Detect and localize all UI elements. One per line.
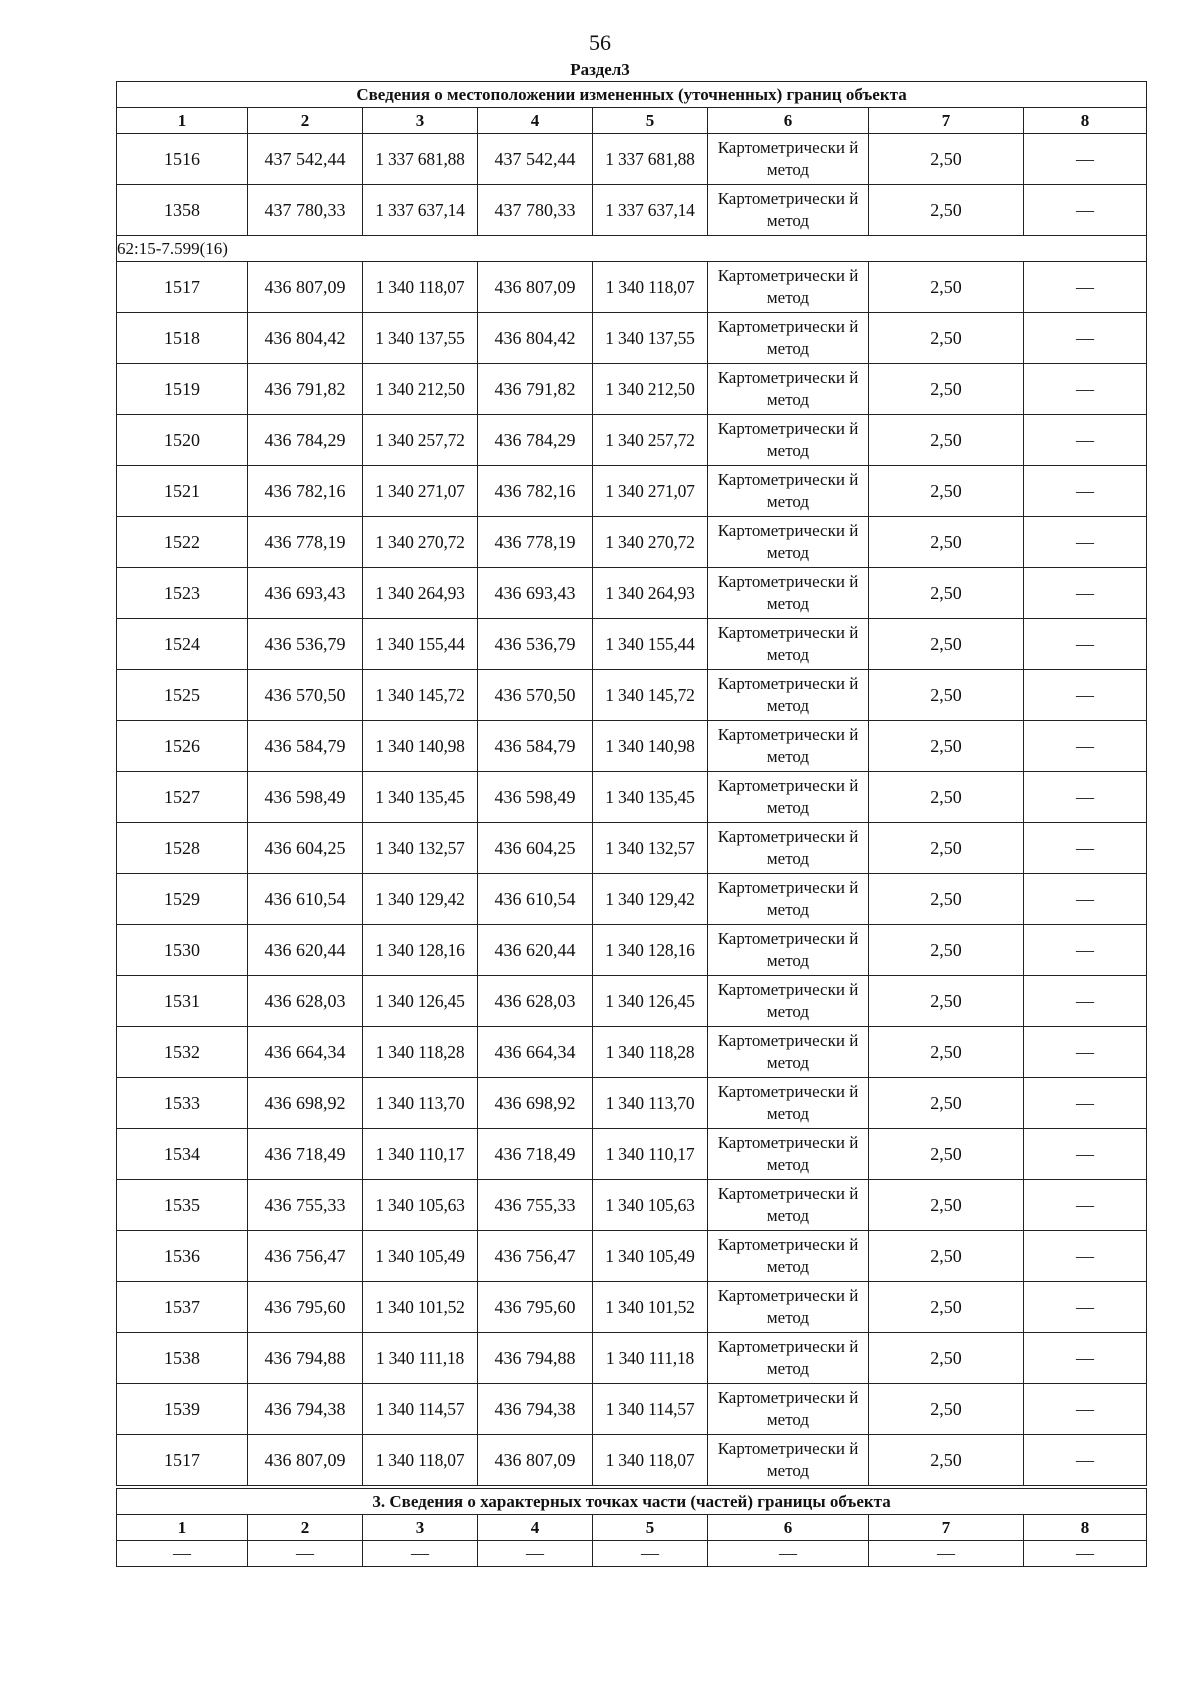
table-cell: —	[117, 1541, 248, 1567]
table-cell: —	[1024, 1541, 1147, 1567]
table-cell: 2,50	[869, 262, 1024, 313]
table-cell: Картометрически й метод	[708, 1435, 869, 1486]
table-cell: 1 340 212,50	[363, 364, 478, 415]
table-cell: 1530	[117, 925, 248, 976]
table-cell: 1520	[117, 415, 248, 466]
table-cell: —	[1024, 1384, 1147, 1435]
table-cell: 1 340 105,63	[593, 1180, 708, 1231]
table-cell: —	[1024, 517, 1147, 568]
table-cell: 1 340 137,55	[593, 313, 708, 364]
table-cell: 436 604,25	[478, 823, 593, 874]
table-cell: 1 340 114,57	[593, 1384, 708, 1435]
table-cell: 1 340 118,07	[593, 1435, 708, 1486]
table-cell: 1 340 118,28	[593, 1027, 708, 1078]
table-cell: 1 340 140,98	[593, 721, 708, 772]
column-header: 5	[593, 108, 708, 134]
table-cell: 1537	[117, 1282, 248, 1333]
table-cell: —	[1024, 925, 1147, 976]
table-row	[117, 772, 1147, 823]
table-cell: Картометрически й метод	[708, 1078, 869, 1129]
table-cell: 1532	[117, 1027, 248, 1078]
table-cell: 436 784,29	[478, 415, 593, 466]
table-cell: 436 664,34	[478, 1027, 593, 1078]
table-cell: 2,50	[869, 568, 1024, 619]
table-cell: 1 340 257,72	[363, 415, 478, 466]
table-cell: 1 340 264,93	[363, 568, 478, 619]
table-cell: Картометрически й метод	[708, 772, 869, 823]
table-cell: Картометрически й метод	[708, 721, 869, 772]
table-cell: —	[708, 1541, 869, 1567]
table-cell: 1 340 132,57	[593, 823, 708, 874]
table-cell: 1 340 145,72	[593, 670, 708, 721]
table-cell: 1517	[117, 1435, 248, 1486]
table-cell: 436 784,29	[248, 415, 363, 466]
table-row	[117, 517, 1147, 568]
table-cell: 1518	[117, 313, 248, 364]
table-cell: 436 804,42	[248, 313, 363, 364]
table-row	[117, 415, 1147, 466]
table-cell: Картометрически й метод	[708, 1231, 869, 1282]
table-cell: 2,50	[869, 976, 1024, 1027]
table-cell: 436 584,79	[248, 721, 363, 772]
table-cell: 1527	[117, 772, 248, 823]
column-header: 4	[478, 108, 593, 134]
column-header: 8	[1024, 108, 1147, 134]
table-cell: 436 782,16	[478, 466, 593, 517]
table-cell: 437 542,44	[248, 134, 363, 185]
table-cell: 1521	[117, 466, 248, 517]
section-title: Раздел3	[570, 60, 630, 79]
column-header: 3	[363, 108, 478, 134]
table-cell: Картометрически й метод	[708, 1027, 869, 1078]
table-row	[117, 976, 1147, 1027]
table-cell: —	[1024, 823, 1147, 874]
table-cell: —	[869, 1541, 1024, 1567]
table-cell: 2,50	[869, 619, 1024, 670]
table-cell: Картометрически й метод	[708, 517, 869, 568]
table-row	[117, 466, 1147, 517]
table-cell: 436 620,44	[248, 925, 363, 976]
table-cell: —	[1024, 619, 1147, 670]
table-cell: 1 340 264,93	[593, 568, 708, 619]
table-cell: 1 340 271,07	[593, 466, 708, 517]
table-row	[117, 364, 1147, 415]
table-cell: Картометрически й метод	[708, 364, 869, 415]
table-cell: 2,50	[869, 721, 1024, 772]
table-cell: 2,50	[869, 874, 1024, 925]
table-cell: 436 756,47	[248, 1231, 363, 1282]
table-cell: 436 807,09	[478, 1435, 593, 1486]
table-cell: 436 718,49	[248, 1129, 363, 1180]
table-row	[117, 1231, 1147, 1282]
group-label: 62:15-7.599(16)	[117, 236, 1147, 262]
table-cell: —	[248, 1541, 363, 1567]
table-row	[117, 874, 1147, 925]
table-cell: 436 693,43	[478, 568, 593, 619]
column-header: 3	[363, 1515, 478, 1541]
table-cell: 1 340 118,07	[363, 1435, 478, 1486]
table-cell: Картометрически й метод	[708, 619, 869, 670]
table-cell: 2,50	[869, 364, 1024, 415]
table-cell: 1 340 137,55	[363, 313, 478, 364]
table-cell: Картометрически й метод	[708, 1333, 869, 1384]
table-cell: 1 340 111,18	[363, 1333, 478, 1384]
table-cell: 2,50	[869, 1384, 1024, 1435]
table-cell: 1 340 212,50	[593, 364, 708, 415]
table-cell: 436 698,92	[478, 1078, 593, 1129]
table-cell: 436 794,88	[478, 1333, 593, 1384]
table-cell: 1529	[117, 874, 248, 925]
table-cell: 2,50	[869, 1027, 1024, 1078]
table-cell: Картометрически й метод	[708, 874, 869, 925]
table-cell: 2,50	[869, 415, 1024, 466]
table-cell: —	[1024, 1129, 1147, 1180]
table-cell: 2,50	[869, 1129, 1024, 1180]
table-row	[117, 1129, 1147, 1180]
table-row	[117, 1027, 1147, 1078]
table-cell: —	[1024, 1333, 1147, 1384]
table-cell: 1 340 135,45	[593, 772, 708, 823]
table-cell: 1 340 145,72	[363, 670, 478, 721]
table-cell: —	[1024, 262, 1147, 313]
table-cell: —	[363, 1541, 478, 1567]
table-row	[117, 670, 1147, 721]
table-cell: 1517	[117, 262, 248, 313]
table-cell: 436 584,79	[478, 721, 593, 772]
table-cell: 436 756,47	[478, 1231, 593, 1282]
table-cell: 436 755,33	[248, 1180, 363, 1231]
table-cell: Картометрически й метод	[708, 1282, 869, 1333]
table-cell: 2,50	[869, 1078, 1024, 1129]
table-cell: 1 340 105,49	[593, 1231, 708, 1282]
table-cell: 2,50	[869, 313, 1024, 364]
table-cell: —	[1024, 976, 1147, 1027]
table-row	[117, 568, 1147, 619]
table-cell: —	[1024, 568, 1147, 619]
table-caption: 3. Сведения о характерных точках части (частей) границы объекта	[117, 1489, 1147, 1515]
table-cell: 436 807,09	[248, 262, 363, 313]
table-cell: —	[1024, 670, 1147, 721]
table-cell: Картометрически й метод	[708, 466, 869, 517]
table-cell: 436 795,60	[248, 1282, 363, 1333]
table-cell: 1 340 129,42	[363, 874, 478, 925]
table-cell: Картометрически й метод	[708, 262, 869, 313]
header-row	[117, 1515, 1147, 1541]
table-cell: —	[1024, 772, 1147, 823]
table-row	[117, 1078, 1147, 1129]
table-cell: —	[1024, 313, 1147, 364]
table-cell: 2,50	[869, 1435, 1024, 1486]
table-cell: 436 778,19	[478, 517, 593, 568]
table-cell: 1 340 118,07	[363, 262, 478, 313]
table-cell: —	[1024, 1180, 1147, 1231]
column-header: 7	[869, 108, 1024, 134]
table-cell: 436 628,03	[248, 976, 363, 1027]
table-cell: Картометрически й метод	[708, 670, 869, 721]
table-cell: 436 778,19	[248, 517, 363, 568]
table-row	[117, 619, 1147, 670]
table-cell: 1516	[117, 134, 248, 185]
table-cell: 1 340 155,44	[593, 619, 708, 670]
column-header: 5	[593, 1515, 708, 1541]
table-cell: 436 628,03	[478, 976, 593, 1027]
column-header: 1	[117, 108, 248, 134]
table-cell: 436 698,92	[248, 1078, 363, 1129]
table-cell: 436 791,82	[478, 364, 593, 415]
table-cell: 1 340 126,45	[593, 976, 708, 1027]
table-cell: 1539	[117, 1384, 248, 1435]
table-cell: 436 693,43	[248, 568, 363, 619]
table-cell: 1531	[117, 976, 248, 1027]
group-label-row	[117, 236, 1147, 262]
column-header: 1	[117, 1515, 248, 1541]
table-cell: 1 340 101,52	[363, 1282, 478, 1333]
table-cell: 2,50	[869, 772, 1024, 823]
table-cell: 1 340 128,16	[593, 925, 708, 976]
table-cell: 1 340 140,98	[363, 721, 478, 772]
table-cell: 436 536,79	[248, 619, 363, 670]
table-cell: 437 780,33	[248, 185, 363, 236]
table-cell: 1 337 637,14	[593, 185, 708, 236]
table-cell: —	[1024, 1231, 1147, 1282]
table-cell: Картометрически й метод	[708, 976, 869, 1027]
table-row	[117, 925, 1147, 976]
table-cell: 1 340 114,57	[363, 1384, 478, 1435]
table-cell: 436 598,49	[248, 772, 363, 823]
table-cell: 1 340 105,49	[363, 1231, 478, 1282]
table-cell: 1 340 113,70	[363, 1078, 478, 1129]
table-cell: 1519	[117, 364, 248, 415]
table-cell: —	[1024, 415, 1147, 466]
table-row	[117, 134, 1147, 185]
table-cell: 437 780,33	[478, 185, 593, 236]
table-cell: 437 542,44	[478, 134, 593, 185]
table-cell: —	[1024, 364, 1147, 415]
table-cell: 1 340 128,16	[363, 925, 478, 976]
table-cell: Картометрически й метод	[708, 823, 869, 874]
table-cell: 1 340 155,44	[363, 619, 478, 670]
table-cell: 2,50	[869, 1282, 1024, 1333]
table-cell: 2,50	[869, 185, 1024, 236]
table-cell: —	[1024, 1027, 1147, 1078]
table-row	[117, 1541, 1147, 1567]
table-cell: 1 340 129,42	[593, 874, 708, 925]
table-cell: 2,50	[869, 823, 1024, 874]
table-cell: 436 782,16	[248, 466, 363, 517]
table-cell: 1528	[117, 823, 248, 874]
table-cell: —	[1024, 1282, 1147, 1333]
table-cell: —	[1024, 466, 1147, 517]
table-caption: Сведения о местоположении измененных (уточненных) границ объекта	[117, 82, 1147, 108]
table-row	[117, 1333, 1147, 1384]
table-cell: Картометрически й метод	[708, 568, 869, 619]
table-cell: Картометрически й метод	[708, 313, 869, 364]
table-cell: 2,50	[869, 670, 1024, 721]
table-cell: —	[478, 1541, 593, 1567]
table-row	[117, 1384, 1147, 1435]
page-number: 56	[589, 30, 611, 55]
table-cell: 436 664,34	[248, 1027, 363, 1078]
column-header: 7	[869, 1515, 1024, 1541]
table-row	[117, 721, 1147, 772]
table-cell: —	[1024, 1435, 1147, 1486]
table-cell: 436 718,49	[478, 1129, 593, 1180]
table-cell: 436 570,50	[248, 670, 363, 721]
table-cell: 1524	[117, 619, 248, 670]
table-cell: 1 340 118,07	[593, 262, 708, 313]
table-cell: 1536	[117, 1231, 248, 1282]
table-cell: 1525	[117, 670, 248, 721]
table-cell: 2,50	[869, 925, 1024, 976]
table-row	[117, 823, 1147, 874]
table-cell: Картометрически й метод	[708, 925, 869, 976]
table-cell: 2,50	[869, 1180, 1024, 1231]
table-cell: 1522	[117, 517, 248, 568]
table-cell: 2,50	[869, 517, 1024, 568]
boundary-table	[116, 81, 1147, 1486]
table-cell: 1 340 101,52	[593, 1282, 708, 1333]
table-cell: —	[1024, 134, 1147, 185]
table-cell: 436 536,79	[478, 619, 593, 670]
table-cell: 436 610,54	[248, 874, 363, 925]
table-cell: Картометрически й метод	[708, 134, 869, 185]
table-cell: —	[1024, 1078, 1147, 1129]
table-row	[117, 262, 1147, 313]
table-cell: 436 807,09	[248, 1435, 363, 1486]
table-cell: 1523	[117, 568, 248, 619]
table-cell: 2,50	[869, 1231, 1024, 1282]
column-header: 2	[248, 108, 363, 134]
table-cell: —	[593, 1541, 708, 1567]
column-header: 8	[1024, 1515, 1147, 1541]
table-cell: —	[1024, 185, 1147, 236]
table-cell: 436 795,60	[478, 1282, 593, 1333]
table-cell: 2,50	[869, 466, 1024, 517]
table-cell: 1 340 132,57	[363, 823, 478, 874]
column-header: 6	[708, 1515, 869, 1541]
table-cell: 436 794,88	[248, 1333, 363, 1384]
table-cell: 436 804,42	[478, 313, 593, 364]
table-cell: 1 340 126,45	[363, 976, 478, 1027]
table-row	[117, 313, 1147, 364]
table-row	[117, 185, 1147, 236]
table-cell: 1 340 111,18	[593, 1333, 708, 1384]
table-caption-row	[117, 82, 1147, 108]
table-cell: Картометрически й метод	[708, 1180, 869, 1231]
table-cell: 1 340 270,72	[363, 517, 478, 568]
table-row	[117, 1435, 1147, 1486]
table-cell: 436 794,38	[478, 1384, 593, 1435]
column-header: 6	[708, 108, 869, 134]
table-cell: 1 340 110,17	[593, 1129, 708, 1180]
table-cell: 1535	[117, 1180, 248, 1231]
table-cell: Картометрически й метод	[708, 185, 869, 236]
table-cell: 1 340 270,72	[593, 517, 708, 568]
table-cell: Картометрически й метод	[708, 415, 869, 466]
table-cell: 436 610,54	[478, 874, 593, 925]
table-cell: 436 791,82	[248, 364, 363, 415]
table-cell: 1 337 681,88	[593, 134, 708, 185]
header-row	[117, 108, 1147, 134]
table-cell: 1 340 271,07	[363, 466, 478, 517]
table-cell: 1358	[117, 185, 248, 236]
table-cell: 1 340 113,70	[593, 1078, 708, 1129]
table-cell: 1 340 110,17	[363, 1129, 478, 1180]
table-cell: 436 807,09	[478, 262, 593, 313]
table-cell: 436 794,38	[248, 1384, 363, 1435]
table-cell: —	[1024, 721, 1147, 772]
table-cell: 1 340 105,63	[363, 1180, 478, 1231]
column-header: 4	[478, 1515, 593, 1541]
table-cell: Картометрически й метод	[708, 1129, 869, 1180]
table-cell: Картометрически й метод	[708, 1384, 869, 1435]
table-cell: 1 340 118,28	[363, 1027, 478, 1078]
table-cell: 1538	[117, 1333, 248, 1384]
table-cell: 1 337 681,88	[363, 134, 478, 185]
table-row	[117, 1282, 1147, 1333]
table-cell: 2,50	[869, 1333, 1024, 1384]
table-cell: 2,50	[869, 134, 1024, 185]
part-points-table	[116, 1488, 1147, 1567]
table-caption-row	[117, 1489, 1147, 1515]
table-cell: 1526	[117, 721, 248, 772]
table-cell: 1 340 135,45	[363, 772, 478, 823]
table-cell: 436 620,44	[478, 925, 593, 976]
table-cell: 436 570,50	[478, 670, 593, 721]
table-cell: 436 755,33	[478, 1180, 593, 1231]
table-cell: 1533	[117, 1078, 248, 1129]
table-cell: 436 598,49	[478, 772, 593, 823]
table-cell: 1 337 637,14	[363, 185, 478, 236]
column-header: 2	[248, 1515, 363, 1541]
table-cell: 436 604,25	[248, 823, 363, 874]
table-row	[117, 1180, 1147, 1231]
table-cell: —	[1024, 874, 1147, 925]
table-cell: 1534	[117, 1129, 248, 1180]
table-cell: 1 340 257,72	[593, 415, 708, 466]
